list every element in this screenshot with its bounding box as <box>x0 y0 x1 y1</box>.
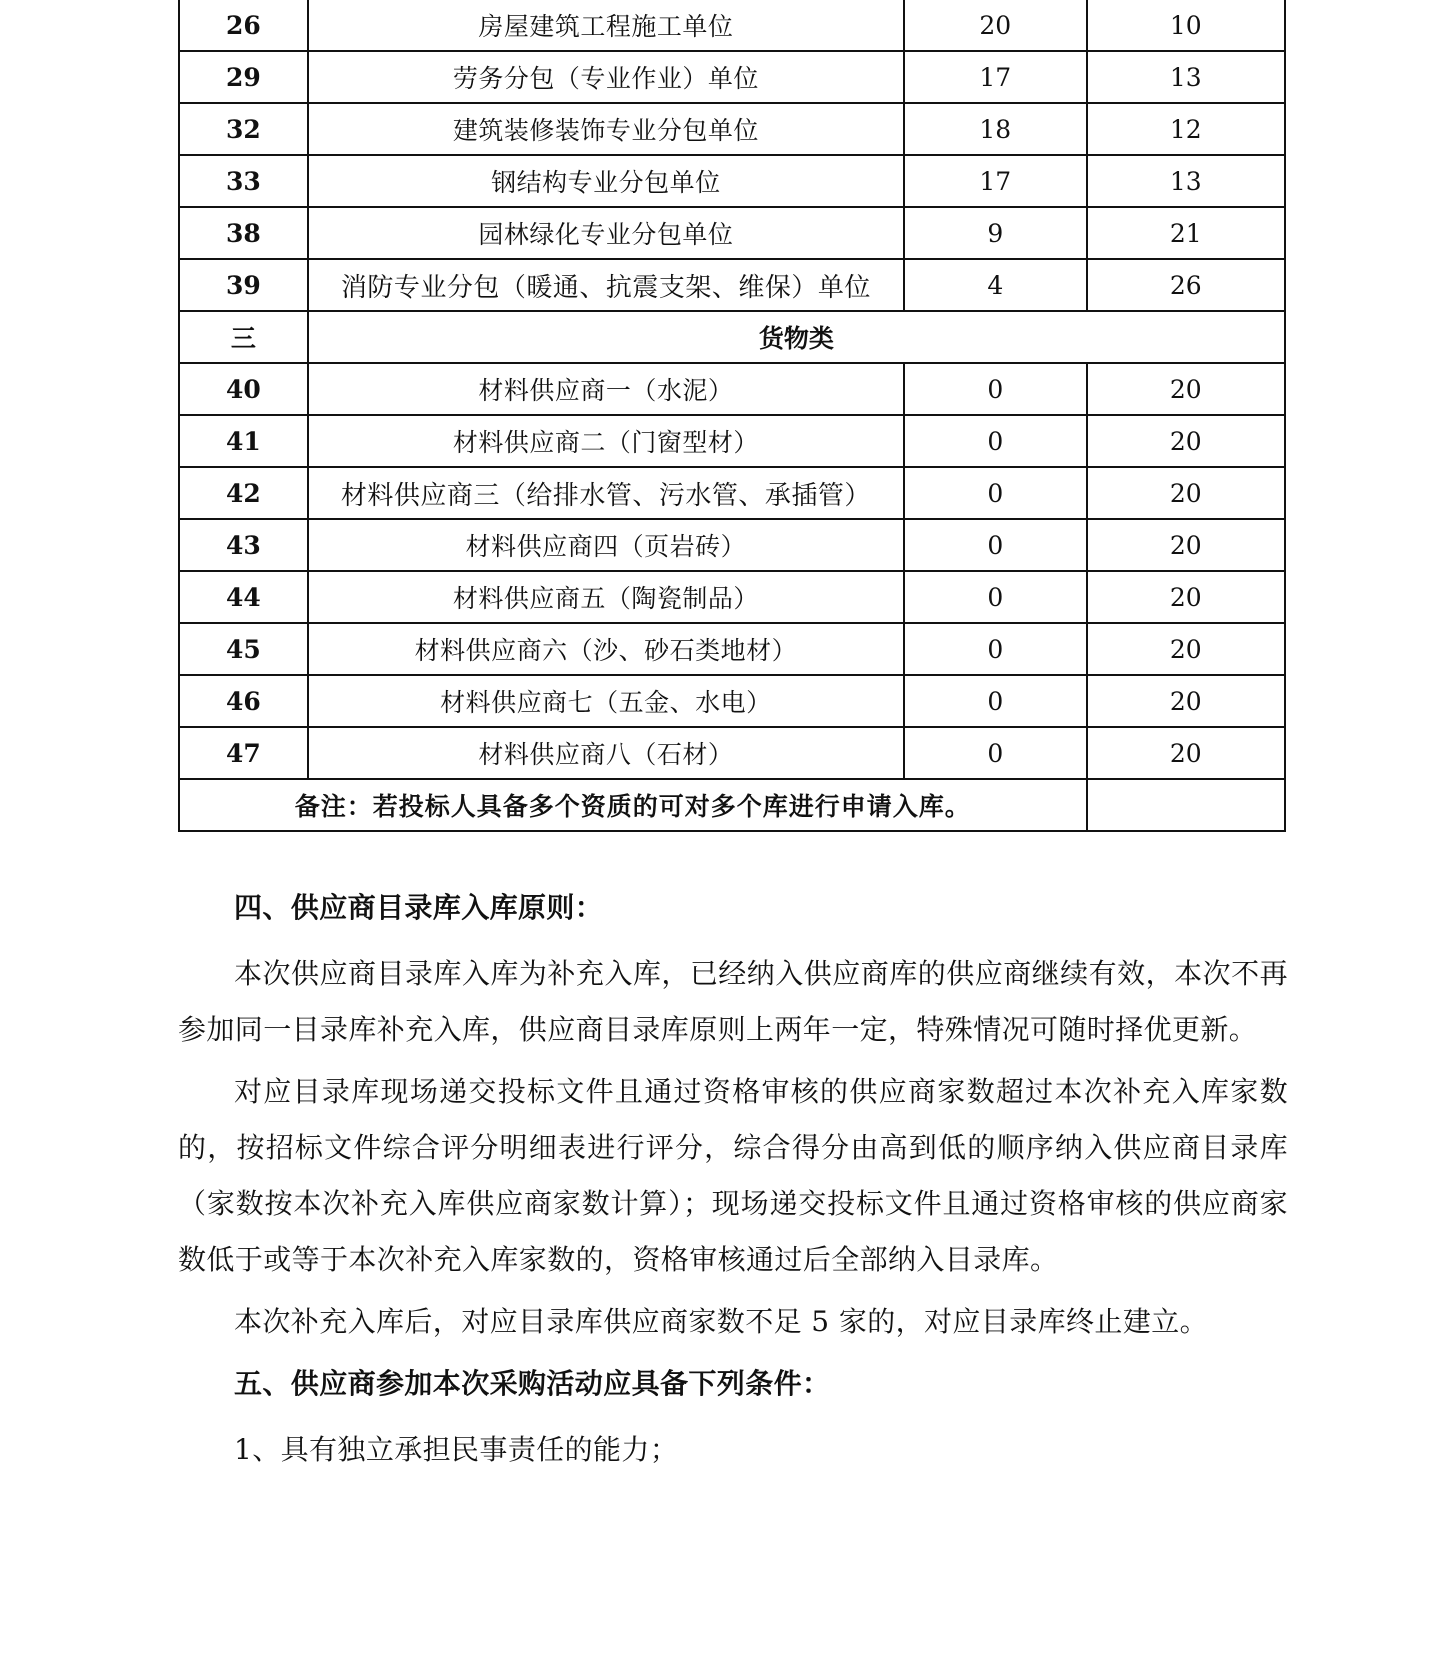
row-name: 材料供应商二（门窗型材） <box>308 415 904 467</box>
row-existing-count: 0 <box>904 467 1087 519</box>
section-heading-5: 五、供应商参加本次采购活动应具备下列条件： <box>234 1367 831 1400</box>
row-additional-count: 20 <box>1087 675 1285 727</box>
row-existing-count: 4 <box>904 259 1087 311</box>
paragraph-entry-principle: 本次供应商目录库入库为补充入库，已经纳入供应商库的供应商继续有效，本次不再参加同一目录库补充入库，供应商目录库原则上两年一定，特殊情况可随时择优更新。 <box>178 957 1288 1046</box>
table-row <box>179 571 1285 623</box>
row-no: 38 <box>179 207 308 259</box>
row-name: 材料供应商七（五金、水电） <box>308 675 904 727</box>
table-row <box>179 727 1285 779</box>
row-existing-count: 17 <box>904 155 1087 207</box>
section-no: 三 <box>179 311 308 363</box>
row-additional-count: 12 <box>1087 103 1285 155</box>
row-additional-count: 20 <box>1087 571 1285 623</box>
row-name: 材料供应商五（陶瓷制品） <box>308 571 904 623</box>
row-no: 39 <box>179 259 308 311</box>
row-no: 45 <box>179 623 308 675</box>
table <box>178 0 1286 832</box>
row-name: 房屋建筑工程施工单位 <box>308 0 904 51</box>
row-name: 劳务分包（专业作业）单位 <box>308 51 904 103</box>
table-row <box>179 675 1285 727</box>
row-existing-count: 0 <box>904 571 1087 623</box>
row-no: 40 <box>179 363 308 415</box>
row-existing-count: 0 <box>904 623 1087 675</box>
row-existing-count: 0 <box>904 363 1087 415</box>
note-empty-cell <box>1087 779 1285 831</box>
table-row <box>179 51 1285 103</box>
table-row <box>179 259 1285 311</box>
row-name: 建筑装修装饰专业分包单位 <box>308 103 904 155</box>
row-additional-count: 20 <box>1087 727 1285 779</box>
row-existing-count: 0 <box>904 519 1087 571</box>
row-additional-count: 20 <box>1087 623 1285 675</box>
table-note: 备注：若投标人具备多个资质的可对多个库进行申请入库。 <box>179 779 1087 831</box>
table-row <box>179 519 1285 571</box>
section-title: 货物类 <box>308 311 1285 363</box>
row-name: 园林绿化专业分包单位 <box>308 207 904 259</box>
row-name: 材料供应商六（沙、砂石类地材） <box>308 623 904 675</box>
row-no: 44 <box>179 571 308 623</box>
supplier-category-table <box>178 0 1286 832</box>
row-name: 材料供应商一（水泥） <box>308 363 904 415</box>
row-no: 47 <box>179 727 308 779</box>
row-additional-count: 21 <box>1087 207 1285 259</box>
row-name: 材料供应商八（石材） <box>308 727 904 779</box>
row-existing-count: 0 <box>904 415 1087 467</box>
table-row <box>179 363 1285 415</box>
condition-item-1: 1、具有独立承担民事责任的能力； <box>234 1433 679 1466</box>
row-additional-count: 20 <box>1087 415 1285 467</box>
row-no: 29 <box>179 51 308 103</box>
row-no: 41 <box>179 415 308 467</box>
row-no: 26 <box>179 0 308 51</box>
row-existing-count: 20 <box>904 0 1087 51</box>
row-existing-count: 0 <box>904 675 1087 727</box>
paragraph-scoring-rule: 对应目录库现场递交投标文件且通过资格审核的供应商家数超过本次补充入库家数的，按招标文件综合评分明细表进行评分，综合得分由高到低的顺序纳入供应商目录库（家数按本次补充入库供应商家数计算）；现场递交投标文件且通过资格审核的供应商家数低于或等于本次补充入库家数的，资格审核通过后全部纳入目录库。 <box>178 1075 1288 1276</box>
row-additional-count: 26 <box>1087 259 1285 311</box>
row-existing-count: 0 <box>904 727 1087 779</box>
row-existing-count: 18 <box>904 103 1087 155</box>
row-no: 33 <box>179 155 308 207</box>
row-name: 钢结构专业分包单位 <box>308 155 904 207</box>
table-row <box>179 207 1285 259</box>
table-row <box>179 0 1285 51</box>
row-name: 消防专业分包（暖通、抗震支架、维保）单位 <box>308 259 904 311</box>
row-additional-count: 10 <box>1087 0 1285 51</box>
row-existing-count: 9 <box>904 207 1087 259</box>
row-name: 材料供应商四（页岩砖） <box>308 519 904 571</box>
row-additional-count: 13 <box>1087 155 1285 207</box>
row-no: 46 <box>179 675 308 727</box>
row-additional-count: 20 <box>1087 519 1285 571</box>
paragraph-minimum-count: 本次补充入库后，对应目录库供应商家数不足 5 家的，对应目录库终止建立。 <box>234 1305 1209 1338</box>
document-body <box>178 880 1288 1484</box>
row-additional-count: 13 <box>1087 51 1285 103</box>
row-additional-count: 20 <box>1087 363 1285 415</box>
row-existing-count: 17 <box>904 51 1087 103</box>
row-no: 43 <box>179 519 308 571</box>
row-name: 材料供应商三（给排水管、污水管、承插管） <box>308 467 904 519</box>
row-additional-count: 20 <box>1087 467 1285 519</box>
table-row <box>179 623 1285 675</box>
row-no: 32 <box>179 103 308 155</box>
table-row <box>179 103 1285 155</box>
table-section-row <box>179 311 1285 363</box>
table-row <box>179 467 1285 519</box>
table-row <box>179 155 1285 207</box>
table-note-row <box>179 779 1285 831</box>
section-heading-4: 四、供应商目录库入库原则： <box>234 891 604 924</box>
table-body <box>179 0 1285 831</box>
row-no: 42 <box>179 467 308 519</box>
table-row <box>179 415 1285 467</box>
